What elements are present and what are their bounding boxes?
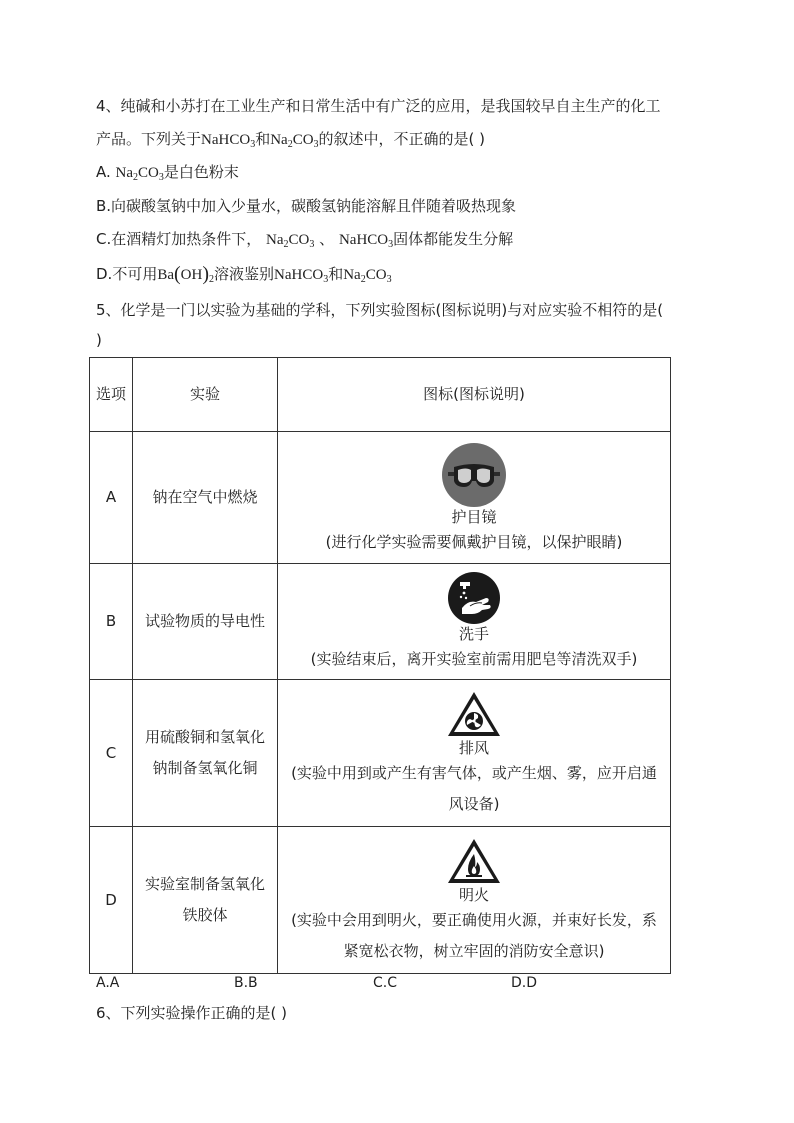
header-option: 选项: [90, 358, 133, 432]
table-row: [90, 564, 671, 680]
table-row: [90, 432, 671, 564]
q5-options: [96, 973, 696, 993]
row-option: B: [90, 564, 133, 680]
table-row: [90, 827, 671, 974]
row-option: A: [90, 432, 133, 564]
row-icon-cell: [278, 827, 671, 974]
q6-stem: 6、下列实验操作正确的是( ): [96, 1004, 288, 1022]
formula-na2co3: $Na_2CO_3$: [343, 267, 392, 285]
q5-option-d[interactable]: D.D: [511, 975, 538, 991]
icon-description: (实验中会用到明火，要正确使用火源，并束好长发，系紧宽松衣物，树立牢固的消防安全意识): [291, 911, 657, 960]
q5-stem-line2: ): [96, 331, 102, 349]
q4-option-d: D.不可用$Ba(OH)_2$溶液鉴别NaHCO$_3$和$Na_2CO_3$: [96, 263, 392, 285]
header-experiment: 实验: [133, 358, 278, 432]
q4-stem-end: 的叙述中，不正确的是( ): [318, 130, 486, 148]
q5-option-b[interactable]: B.B: [234, 975, 258, 991]
formula-nahco3: NaHCO$_3$: [274, 267, 329, 285]
q5-table: [89, 357, 671, 974]
q4-stem-text: 产品。下列关于: [96, 130, 202, 148]
table-header-row: [90, 358, 671, 432]
q5-stem-line1: 5、化学是一门以实验为基础的学科，下列实验图标(图标说明)与对应实验不相符的是(: [96, 301, 664, 319]
q4-option-c: C.在酒精灯加热条件下， $Na_2CO_3$ 、 NaHCO$_3$固体都能发生分解: [96, 230, 514, 250]
icon-name: 洗手: [458, 625, 489, 643]
row-icon-cell: [278, 564, 671, 680]
formula-ba-oh-2: $Ba(OH)_2$: [157, 263, 215, 285]
row-experiment: 用硫酸铜和氢氧化钠制备氢氧化铜: [133, 680, 278, 827]
icon-description: (进行化学实验需要佩戴护目镜，以保护眼睛): [325, 533, 623, 551]
row-option: C: [90, 680, 133, 827]
row-experiment: 钠在空气中燃烧: [133, 432, 278, 564]
icon-name: 护目镜: [451, 508, 497, 526]
formula-nahco3: NaHCO$_3$: [201, 132, 256, 150]
q4-option-b: B.向碳酸氢钠中加入少量水，碳酸氢钠能溶解且伴随着吸热现象: [96, 197, 517, 215]
formula-na2co3: $Na_2CO_3$: [266, 232, 315, 250]
formula-nahco3: NaHCO$_3$: [338, 232, 394, 250]
goggles-icon: [442, 443, 506, 507]
q5-option-c[interactable]: C.C: [373, 975, 398, 991]
icon-description: (实验中用到或产生有害气体，或产生烟、雾，应开启通风设备): [291, 764, 657, 813]
q5-option-a[interactable]: A.A: [96, 975, 120, 991]
icon-name: 排风: [458, 739, 489, 757]
q4-option-a: A. $Na_2CO_3$是白色粉末: [96, 163, 239, 183]
formula-na2co3: $Na_2CO_3$: [270, 132, 319, 150]
header-icon: 图标(图标说明): [278, 358, 671, 432]
q4-stem-line1: 4、纯碱和小苏打在工业生产和日常生活中有广泛的应用，是我国较早自主生产的化工: [96, 97, 661, 115]
row-experiment: 实验室制备氢氧化铁胶体: [133, 827, 278, 974]
hand-wash-icon: [448, 572, 500, 624]
row-icon-cell: [278, 432, 671, 564]
icon-name: 明火: [458, 886, 489, 904]
open-flame-icon: [446, 837, 502, 885]
q4-stem-line2: [96, 129, 485, 150]
exhaust-fan-icon: [446, 690, 502, 738]
icon-description: (实验结束后，离开实验室前需用肥皂等清洗双手): [310, 650, 638, 668]
formula-na2co3: $Na_2CO_3$: [115, 165, 164, 183]
row-option: D: [90, 827, 133, 974]
row-icon-cell: [278, 680, 671, 827]
row-experiment: 试验物质的导电性: [133, 564, 278, 680]
q4-stem-and: 和: [255, 130, 271, 148]
table-row: [90, 680, 671, 827]
